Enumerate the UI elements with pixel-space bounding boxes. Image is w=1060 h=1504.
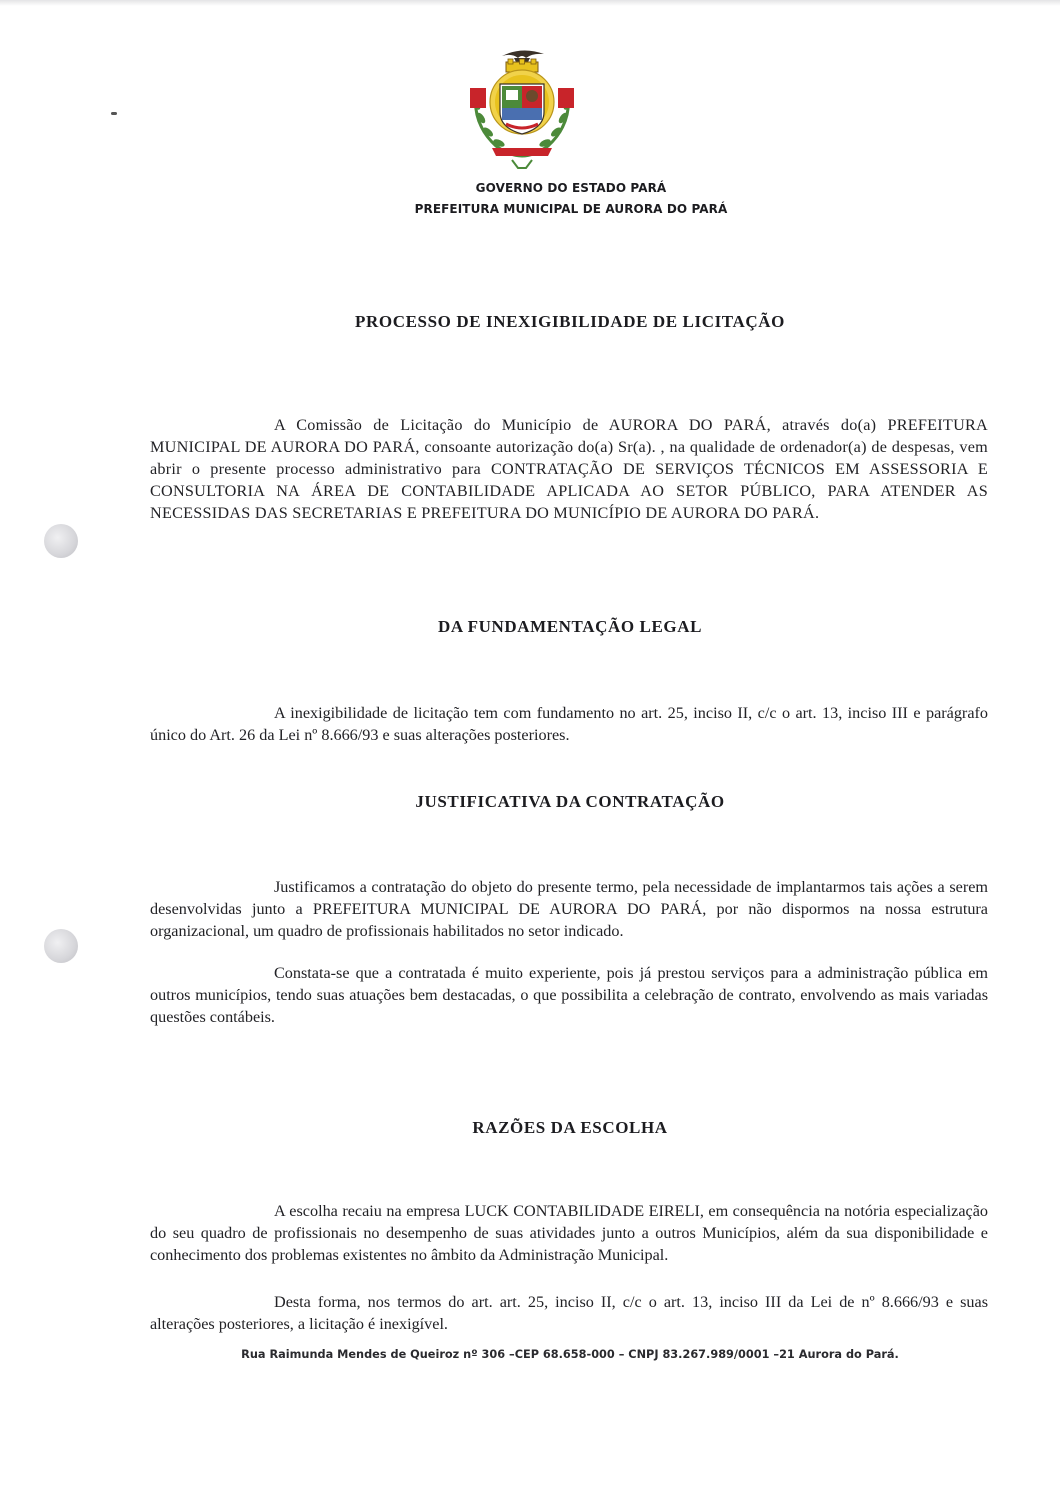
justification-paragraph-2: Constata-se que a contratada é muito experiente, pois já prestou serviços para a administração pública em outros municípios, tendo suas atuações bem destacadas, o que possibilita a celebração de contrato, envolvendo as mais variadas questões contábeis. <box>150 964 988 1027</box>
footer-address: Rua Raimunda Mendes de Queiroz nº 306 –CEP 68.658-000 – CNPJ 83.267.989/0001 –21 Aurora do Pará. <box>241 1348 899 1361</box>
legal-basis-paragraph: A inexigibilidade de licitação tem com fundamento no art. 25, inciso II, c/c o art. 13, inciso III e parágrafo único do Art. 26 da Lei nº 8.666/93 e suas alterações posteriores. <box>150 704 988 745</box>
scan-edge <box>0 0 1060 6</box>
scan-speck <box>111 112 117 115</box>
header-municipality: PREFEITURA MUNICIPAL DE AURORA DO PARÁ <box>414 202 728 216</box>
section-heading-reasons-of-choice: RAZÕES DA ESCOLHA <box>472 1118 668 1137</box>
section-heading-justification: JUSTIFICATIVA DA CONTRATAÇÃO <box>415 792 725 811</box>
intro-paragraph: A Comissão de Licitação do Município de AURORA DO PARÁ, através do(a) PREFEITURA MUNICIPAL DE AURORA DO PARÁ, consoante autorização do(a) Sr(a). , na qualidade de ordenador(a) de despesas, vem abrir o presente processo administrativo para CONTRATAÇÃO DE SERVIÇOS TÉCNICOS EM ASSESSORIA E CONSULTORIA NA ÁREA DE CONTABILIDADE APLICADA AO SETOR PÚBLICO, PARA ATENDER AS NECESSIDAS DAS SECRETARIAS E PREFEITURA DO MUNICÍPIO DE AURORA DO PARÁ. <box>150 416 988 523</box>
punch-hole <box>44 524 78 558</box>
reasons-paragraph-1: A escolha recaiu na empresa LUCK CONTABILIDADE EIRELI, em consequência na notória especialização do seu quadro de profissionais no desempenho de suas atividades junto a outros Municípios, além da sua disponibilidade e conhecimento dos problemas existentes no âmbito da Administração Municipal. <box>150 1202 988 1265</box>
section-heading-legal-basis: DA FUNDAMENTAÇÃO LEGAL <box>437 617 703 636</box>
municipal-coat-of-arms-icon <box>462 44 582 172</box>
justification-paragraph-1: Justificamos a contratação do objeto do presente termo, pela necessidade de implantarmos tais ações a serem desenvolvidas junto a PREFEITURA MUNICIPAL DE AURORA DO PARÁ, por não dispormos na nossa estrutura organizacional, um quadro de profissionais habilitados no setor indicado. <box>150 878 988 941</box>
reasons-paragraph-2: Desta forma, nos termos do art. art. 25, inciso II, c/c o art. 13, inciso III da Lei de nº 8.666/93 e suas alterações posteriores, a licitação é inexigível. <box>150 1293 988 1334</box>
document-title: PROCESSO DE INEXIGIBILIDADE DE LICITAÇÃO <box>355 312 785 331</box>
header-state-government: GOVERNO DO ESTADO PARÁ <box>475 181 667 195</box>
punch-hole <box>44 929 78 963</box>
